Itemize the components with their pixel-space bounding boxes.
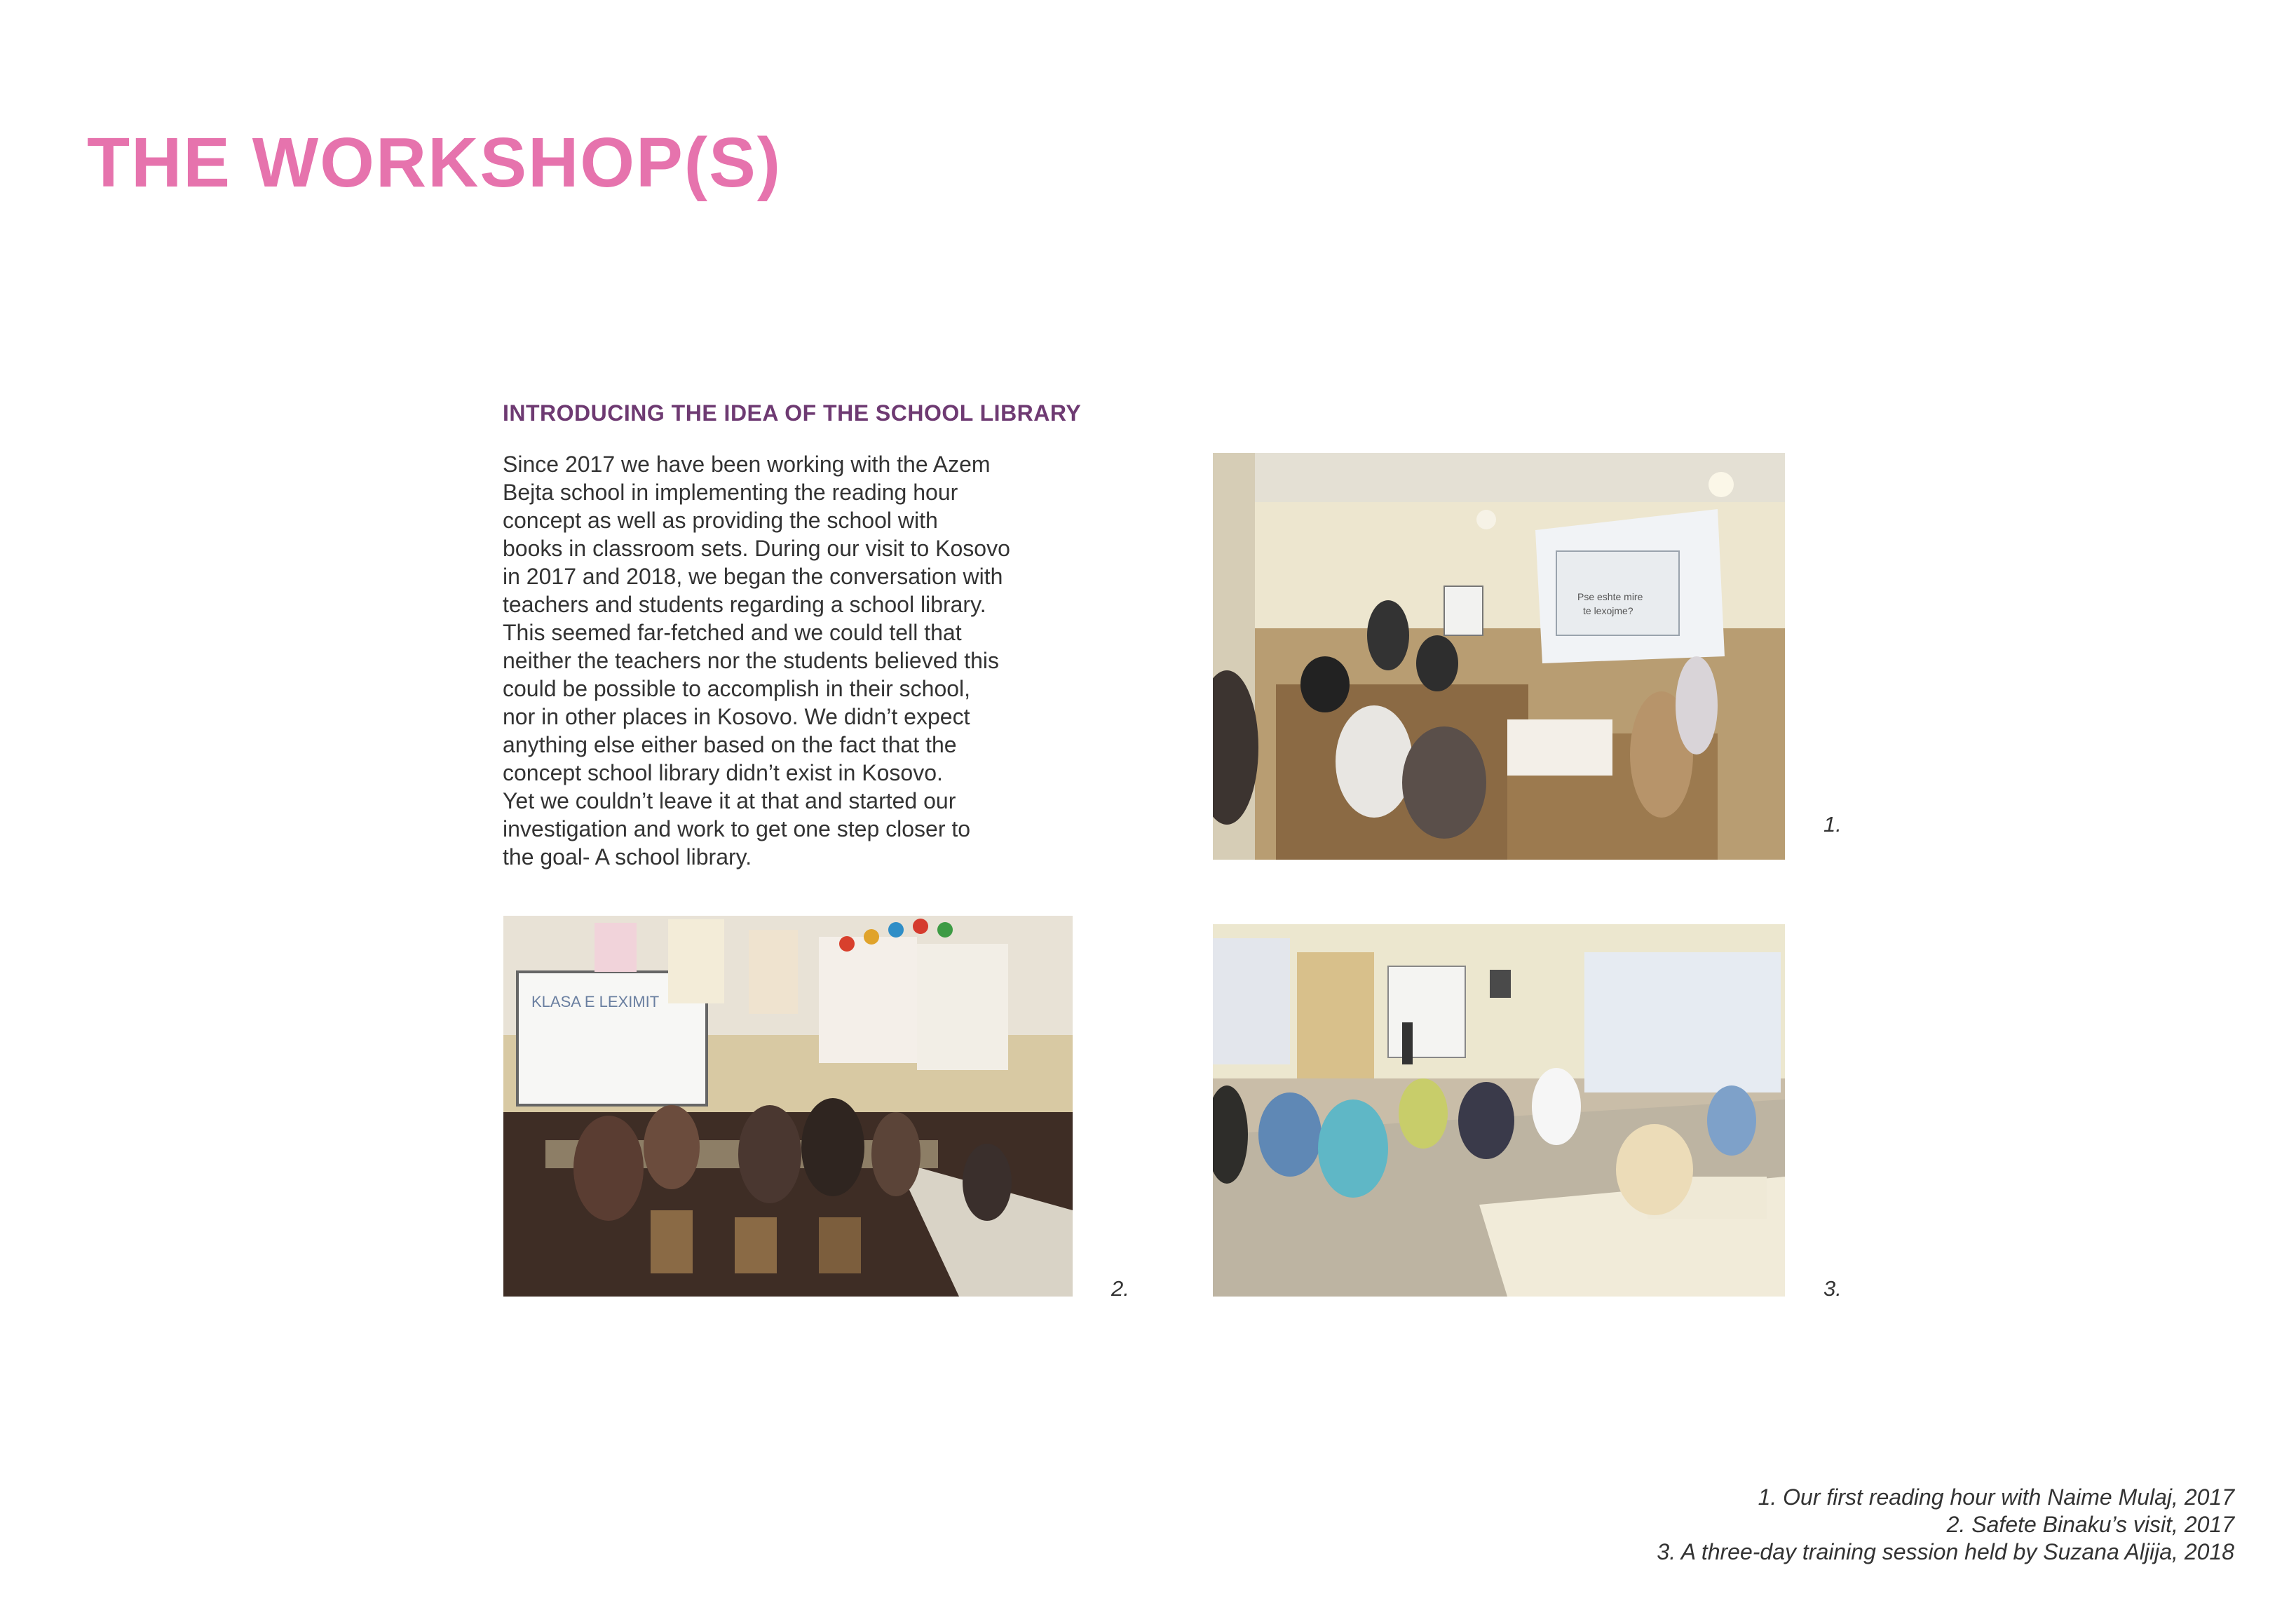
photo-number: 2. (1111, 1276, 1129, 1301)
body-line: could be possible to accomplish in their school, (503, 676, 971, 701)
photo-training (1213, 924, 1785, 1297)
photo-captions (1657, 1484, 2234, 1566)
photo-visit (503, 916, 1073, 1297)
body-line: Yet we couldn’t leave it at that and started our (503, 788, 956, 813)
body-line: books in classroom sets. During our visit to Kosovo (503, 536, 1010, 561)
photo-reading-hour (1213, 453, 1785, 860)
caption: 3. A three-day training session held by Suzana Aljija, 2018 (1657, 1539, 2234, 1564)
body-line: teachers and students regarding a school library. (503, 592, 986, 617)
body-line: Since 2017 we have been working with the Azem (503, 452, 991, 477)
section-body (503, 450, 1099, 871)
body-line: anything else either based on the fact that the (503, 732, 957, 757)
caption: 1. Our first reading hour with Naime Mulaj, 2017 (1758, 1484, 2234, 1510)
whiteboard-text: KLASA E LEXIMIT (531, 993, 660, 1010)
body-line: investigation and work to get one step closer to (503, 816, 971, 841)
section-heading: INTRODUCING THE IDEA OF THE SCHOOL LIBRARY (503, 400, 1082, 426)
body-line: the goal- A school library. (503, 844, 752, 869)
projector-text: Pse eshte mire (1577, 591, 1643, 602)
body-line: neither the teachers nor the students believed this (503, 648, 999, 673)
photo-number: 1. (1823, 812, 1842, 837)
body-line: concept as well as providing the school with (503, 508, 938, 533)
body-line: This seemed far-fetched and we could tell that (503, 620, 962, 645)
body-line: nor in other places in Kosovo. We didn’t expect (503, 704, 970, 729)
caption: 2. Safete Binaku’s visit, 2017 (1946, 1512, 2234, 1537)
page-title: THE WORKSHOP(S) (87, 123, 782, 202)
body-line: Bejta school in implementing the reading hour (503, 480, 958, 505)
photo-number: 3. (1823, 1276, 1842, 1301)
projector-text: te lexojme? (1583, 605, 1633, 616)
body-line: in 2017 and 2018, we began the conversation with (503, 564, 1003, 589)
body-line: concept school library didn’t exist in Kosovo. (503, 760, 943, 785)
